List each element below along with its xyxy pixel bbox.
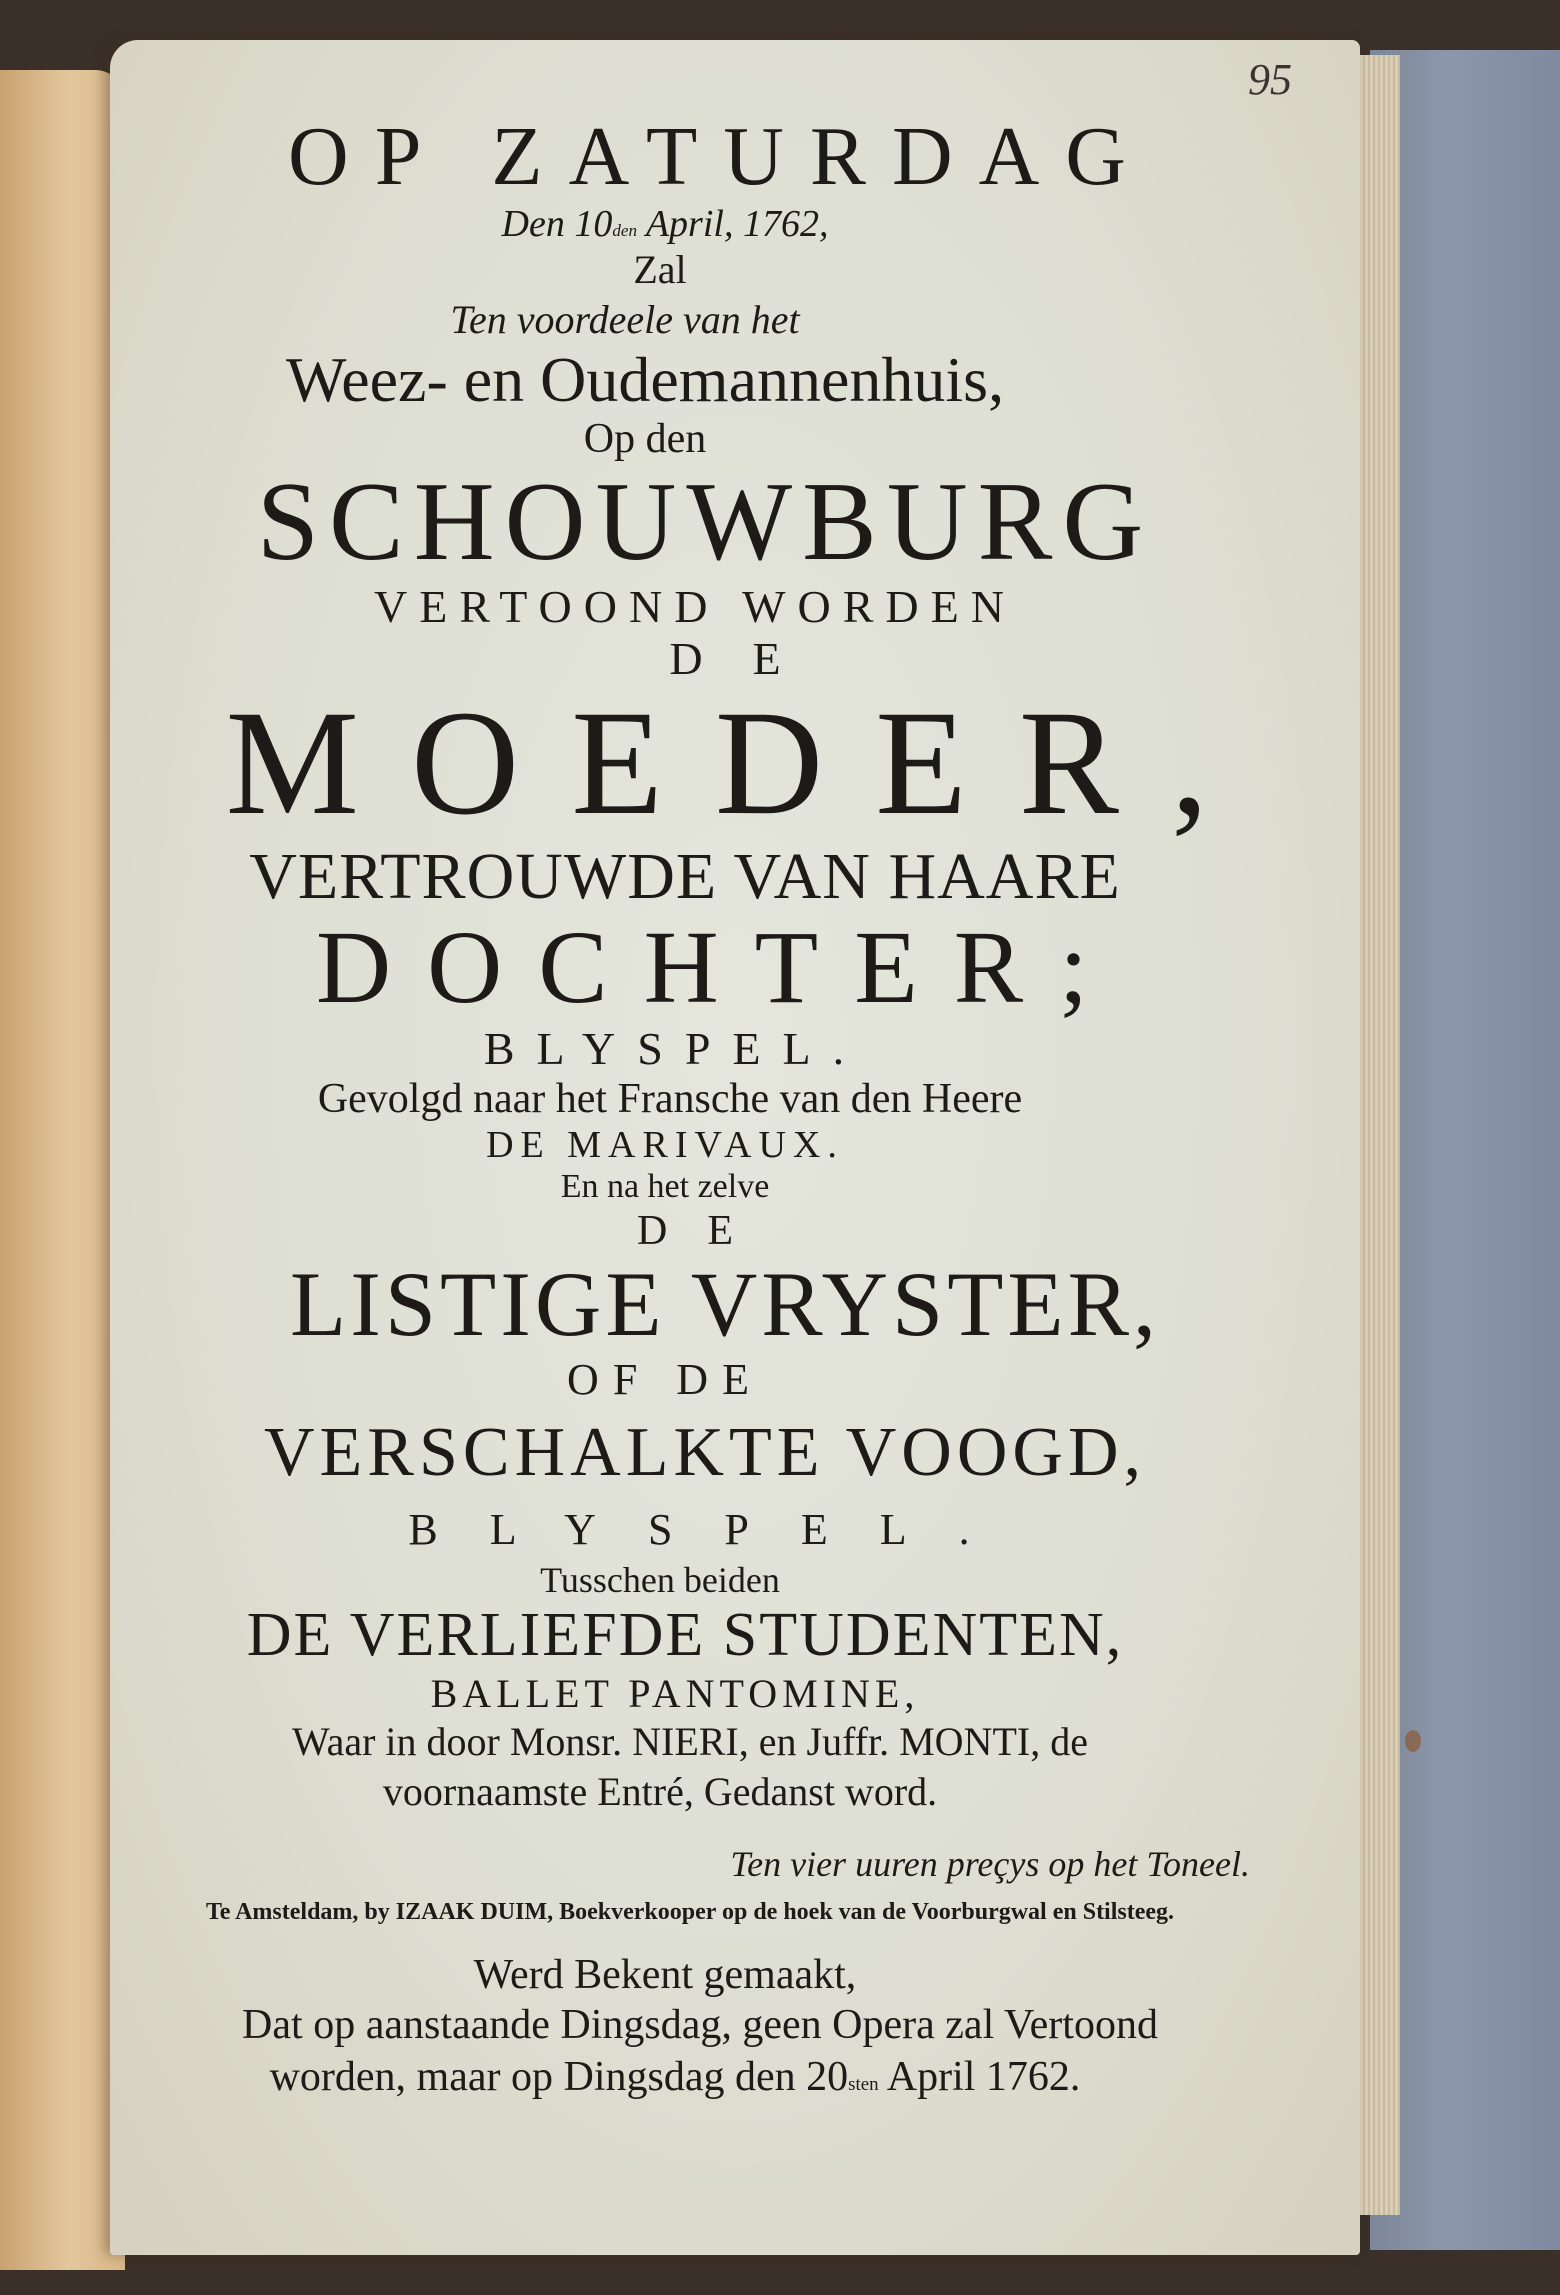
weez-en-oudemannenhuis: Weez- en Oudemannenhuis, [285, 344, 1005, 415]
dochter-heading: DOCHTER; [316, 910, 1124, 1025]
folio-number: 95 [1248, 55, 1292, 104]
ten-voordeele-line: Ten voordeele van het [450, 297, 800, 342]
blyspel-line-1: BLYSPEL. [483, 1023, 867, 1074]
tusschen-beiden: Tusschen beiden [540, 1560, 780, 1600]
blyspel-line-2: BLYSPEL. [408, 1505, 1022, 1554]
vertoond-worden-line: VERTOOND WORDEN [374, 581, 1016, 632]
moeder-heading: MOEDER, [225, 680, 1261, 846]
dat-op-line: Dat op aanstaande Dingsdag, geen Opera zal Vertoond [242, 2002, 1158, 2048]
worden-line [50, 2056, 1300, 2098]
heading-op-zaturdag: OP ZATURDAG [288, 110, 1152, 203]
verschalkte-voogd-heading: VERSCHALKTE VOOGD, [263, 1414, 1147, 1491]
date-sup: den [612, 221, 638, 240]
op-den-line: Op den [583, 416, 707, 462]
date-prefix: Den 10 [501, 203, 613, 245]
date-post: April, 1762, [637, 203, 829, 245]
verliefde-studenten-heading: DE VERLIEFDE STUDENTEN, [246, 1601, 1124, 1669]
voornaamste-line: voornaamste Entré, Gedanst word. [382, 1769, 938, 1814]
imprint-line: Te Amsteldam, by IZAAK DUIM, Boekverkooper op de hoek van de Voorburgwal en Stilsteeg. [205, 1899, 1175, 1925]
ten-vier-uuren-line: Ten vier uuren preçys op het Toneel. [730, 1844, 1250, 1884]
schouwburg-heading: SCHOUWBURG [256, 460, 1154, 584]
worden-prefix: worden, maar op Dingsdag den 20 [269, 2054, 849, 2100]
zal-line: Zal [633, 247, 687, 292]
gevolgd-line: Gevolgd naar het Fransche van den Heere [317, 1076, 1023, 1122]
de-line-2: DE [637, 1208, 773, 1254]
of-de-line: OF DE [567, 1355, 763, 1404]
worden-post: April 1762. [878, 2054, 1081, 2100]
waar-in-door-line: Waar in door Monsr. NIERI, en Juffr. MONTI, de [292, 1719, 1088, 1764]
werd-bekent-line: Werd Bekent gemaakt, [473, 1952, 857, 1998]
ballet-pantomine-line: BALLET PANTOMINE, [430, 1671, 920, 1716]
listige-vryster-heading: LISTIGE VRYSTER, [290, 1253, 1160, 1355]
en-na-het-zelve: En na het zelve [560, 1168, 770, 1205]
vertrouwde-line: VERTROUWDE VAN HAARE [249, 840, 1121, 913]
de-line-1: DE [669, 633, 831, 684]
worden-sup: sten [848, 2074, 879, 2095]
date-line [40, 205, 1290, 243]
marivaux-line: DE MARIVAUX. [486, 1124, 844, 1166]
ink-stain [1405, 1730, 1421, 1752]
